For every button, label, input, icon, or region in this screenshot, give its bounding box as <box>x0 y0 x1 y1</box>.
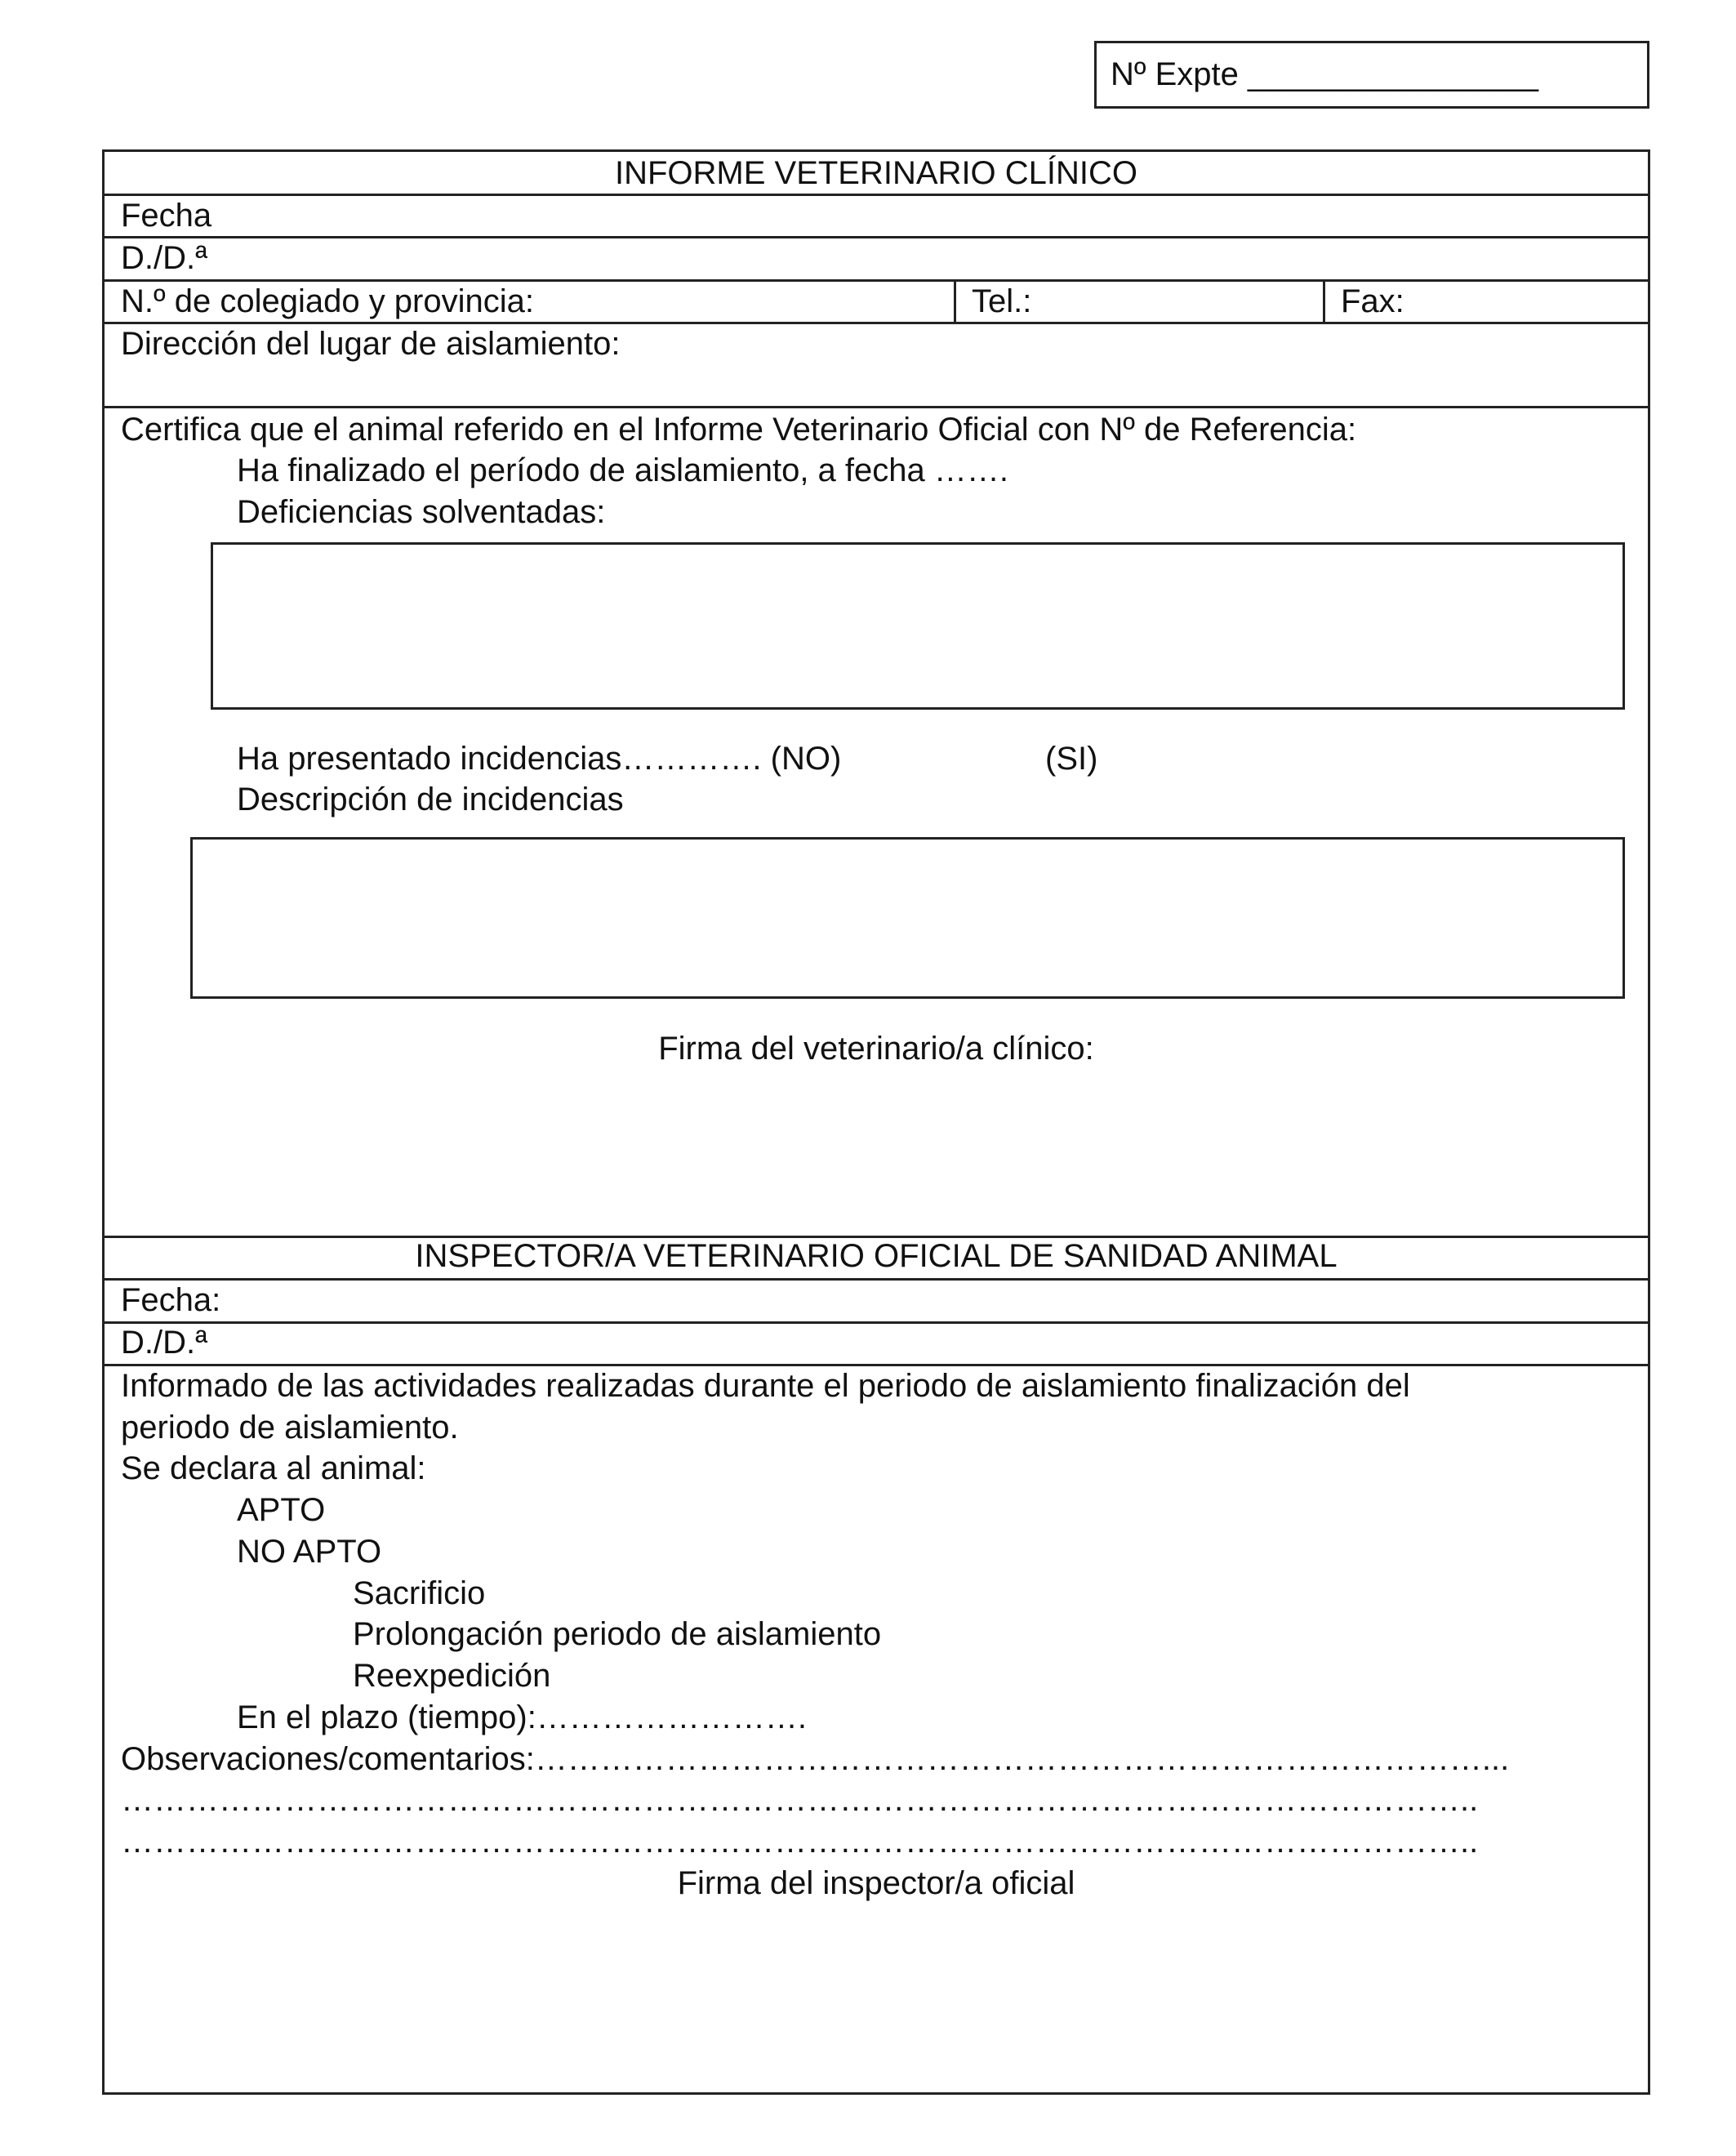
clinical-signature-label: Firma del veterinario/a clínico: <box>658 1031 1094 1067</box>
clinical-dd-field[interactable]: D./D.ª <box>121 240 207 276</box>
column-divider <box>954 279 956 323</box>
prolongacion-option[interactable]: Prolongación periodo de aislamiento <box>353 1616 882 1652</box>
observaciones-line[interactable]: …………………………………………………………………………………………………………….. <box>121 1824 1479 1860</box>
incidencias-si-option[interactable]: (SI) <box>1045 741 1098 777</box>
column-divider <box>1323 279 1325 323</box>
certifica-text: Certifica que el animal referido en el Informe Veterinario Oficial con Nº de Referencia: <box>121 412 1357 448</box>
informado-text: Informado de las actividades realizadas durante el periodo de aislamiento finalización del <box>121 1368 1410 1404</box>
expediente-label[interactable]: Nº Expte ________________ <box>1111 56 1538 92</box>
sacrificio-option[interactable]: Sacrificio <box>353 1575 486 1611</box>
informado-text-cont: periodo de aislamiento. <box>121 1410 459 1446</box>
observaciones-line[interactable]: …………………………………………………………………………………………………………….. <box>121 1782 1479 1818</box>
incidencias-no-option[interactable]: Ha presentado incidencias…………. (NO) <box>237 741 842 777</box>
direccion-field[interactable]: Dirección del lugar de aislamiento: <box>121 326 621 362</box>
no-apto-option[interactable]: NO APTO <box>237 1534 382 1570</box>
row-divider <box>102 194 1650 196</box>
descripcion-textarea[interactable] <box>190 837 1625 999</box>
observaciones-field[interactable]: Observaciones/comentarios:……………………………………………………………………………... <box>121 1741 1510 1777</box>
clinical-fecha-field[interactable]: Fecha <box>121 198 212 234</box>
declara-text: Se declara al animal: <box>121 1450 426 1486</box>
official-dd-field[interactable]: D./D.ª <box>121 1325 207 1361</box>
official-section-title: INSPECTOR/A VETERINARIO OFICIAL DE SANIDAD ANIMAL <box>415 1238 1338 1274</box>
official-signature-label: Firma del inspector/a oficial <box>677 1865 1075 1901</box>
tel-field[interactable]: Tel.: <box>972 283 1032 319</box>
reexpedicion-option[interactable]: Reexpedición <box>353 1658 551 1694</box>
descripcion-label: Descripción de incidencias <box>237 782 624 817</box>
row-divider <box>102 1321 1650 1324</box>
deficiencias-textarea[interactable] <box>211 542 1625 710</box>
deficiencias-label: Deficiencias solventadas: <box>237 494 606 530</box>
colegiado-field[interactable]: N.º de colegiado y provincia: <box>121 283 534 319</box>
row-divider <box>102 236 1650 238</box>
clinical-section-title: INFORME VETERINARIO CLÍNICO <box>614 155 1138 191</box>
plazo-field[interactable]: En el plazo (tiempo):……………………. <box>237 1699 807 1735</box>
apto-option[interactable]: APTO <box>237 1492 326 1528</box>
fax-field[interactable]: Fax: <box>1341 283 1404 319</box>
row-divider <box>102 1278 1650 1281</box>
official-fecha-field[interactable]: Fecha: <box>121 1282 221 1318</box>
finalizado-text[interactable]: Ha finalizado el período de aislamiento, a fecha ……. <box>237 452 1008 488</box>
row-divider <box>102 406 1650 408</box>
